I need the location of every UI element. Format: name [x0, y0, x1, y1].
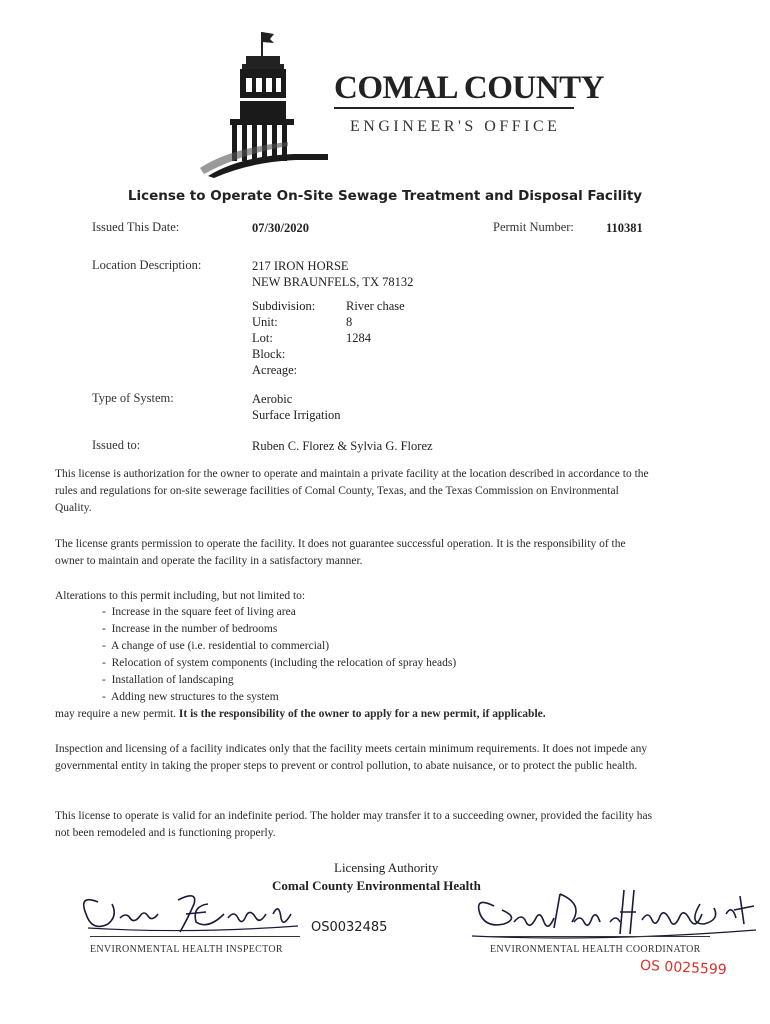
issued-date-value: 07/30/2020 — [252, 221, 309, 235]
system-type-line-1: Aerobic — [252, 392, 293, 406]
inspector-caption: ENVIRONMENTAL HEALTH INSPECTOR — [90, 944, 283, 955]
alteration-item-text: Installation of landscaping — [111, 674, 234, 686]
office-name: ENGINEER'S OFFICE — [350, 118, 561, 135]
alteration-item: - Adding new structures to the system — [102, 691, 279, 703]
system-type-line-2: Surface Irrigation — [252, 408, 341, 422]
inspection-paragraph: Inspection and licensing of a facility indicates only that the facility meets certain minimum requirements. It does not impede any governmental entity in taking the proper steps to prevent or control pollution, to abate nuisance, or to protect the public health. — [55, 743, 648, 772]
alteration-item-text: A change of use (i.e. residential to commercial) — [110, 640, 330, 652]
system-type-label: Type of System: — [92, 391, 174, 405]
lot-value: 1284 — [346, 331, 371, 345]
owner-responsibility-notice: It is the responsibility of the owner to apply for a new permit, if applicable. — [178, 708, 546, 720]
alteration-item: - Increase in the number of bedrooms — [102, 623, 278, 635]
alteration-item-text: Relocation of system components (including the relocation of spray heads) — [111, 657, 457, 669]
alterations-intro: Alterations to this permit including, but not limited to: — [55, 590, 306, 602]
coordinator-signature-line — [490, 936, 710, 937]
county-name: COMAL COUNTY — [334, 70, 604, 106]
header-divider — [334, 107, 574, 109]
inspector-code: OS0032485 — [311, 920, 388, 935]
validity-paragraph: This license to operate is valid for an indefinite period. The holder may transfer it to a succeeding owner, provided the facility has not been remodeled and is functioning properly. — [55, 810, 653, 839]
location-label: Location Description: — [92, 258, 202, 272]
coordinator-caption: ENVIRONMENTAL HEALTH COORDINATOR — [490, 944, 701, 955]
unit-value: 8 — [346, 315, 353, 329]
permit-number-value: 110381 — [606, 221, 643, 235]
unit-label: Unit: — [252, 315, 278, 329]
alterations-tail — [55, 708, 546, 720]
alteration-item-text: Increase in the number of bedrooms — [111, 623, 278, 635]
alteration-item-text: Adding new structures to the system — [110, 691, 279, 703]
lot-label: Lot: — [252, 331, 273, 345]
alteration-item: - Relocation of system components (including the relocation of spray heads) — [102, 657, 457, 669]
stamp-number: OS 0025599 — [639, 957, 728, 979]
address-line-1: 217 IRON HORSE — [252, 259, 349, 273]
alteration-item-text: Increase in the square feet of living area — [111, 606, 296, 618]
county-courthouse-logo — [200, 28, 330, 178]
alteration-item: - Installation of landscaping — [102, 674, 234, 686]
permission-paragraph: The license grants permission to operate the facility. It does not guarantee successful operation. It is the responsibility of the owner to maintain and operate the facility in a satisfactory manner. — [55, 538, 626, 567]
subdivision-value: River chase — [346, 299, 405, 313]
licensing-authority-label: Licensing Authority — [334, 860, 439, 875]
acreage-label: Acreage: — [252, 363, 298, 377]
alterations-tail-text: may require a new permit. — [55, 708, 177, 720]
inspector-signature-line — [90, 936, 300, 937]
licensing-authority-name: Comal County Environmental Health — [272, 878, 481, 893]
permit-number-label: Permit Number: — [493, 220, 574, 234]
subdivision-label: Subdivision: — [252, 299, 316, 313]
issued-to-value: Ruben C. Florez & Sylvia G. Florez — [252, 439, 433, 453]
address-line-2: NEW BRAUNFELS, TX 78132 — [252, 275, 414, 289]
alteration-item: - Increase in the square feet of living area — [102, 606, 296, 618]
inspector-signature — [68, 884, 308, 944]
issued-to-label: Issued to: — [92, 438, 141, 452]
authorization-paragraph: This license is authorization for the owner to operate and maintain a private facility at the location described in accordance to the rules and regulations for on-site sewerage facilities of Comal County, Texas, and the Texas Commission on Environmental Quality. — [55, 468, 649, 514]
document-title: License to Operate On-Site Sewage Treatment and Disposal Facility — [127, 188, 643, 204]
block-label: Block: — [252, 347, 286, 361]
alteration-item: - A change of use (i.e. residential to commercial) — [102, 640, 330, 652]
issued-date-label: Issued This Date: — [92, 220, 180, 234]
